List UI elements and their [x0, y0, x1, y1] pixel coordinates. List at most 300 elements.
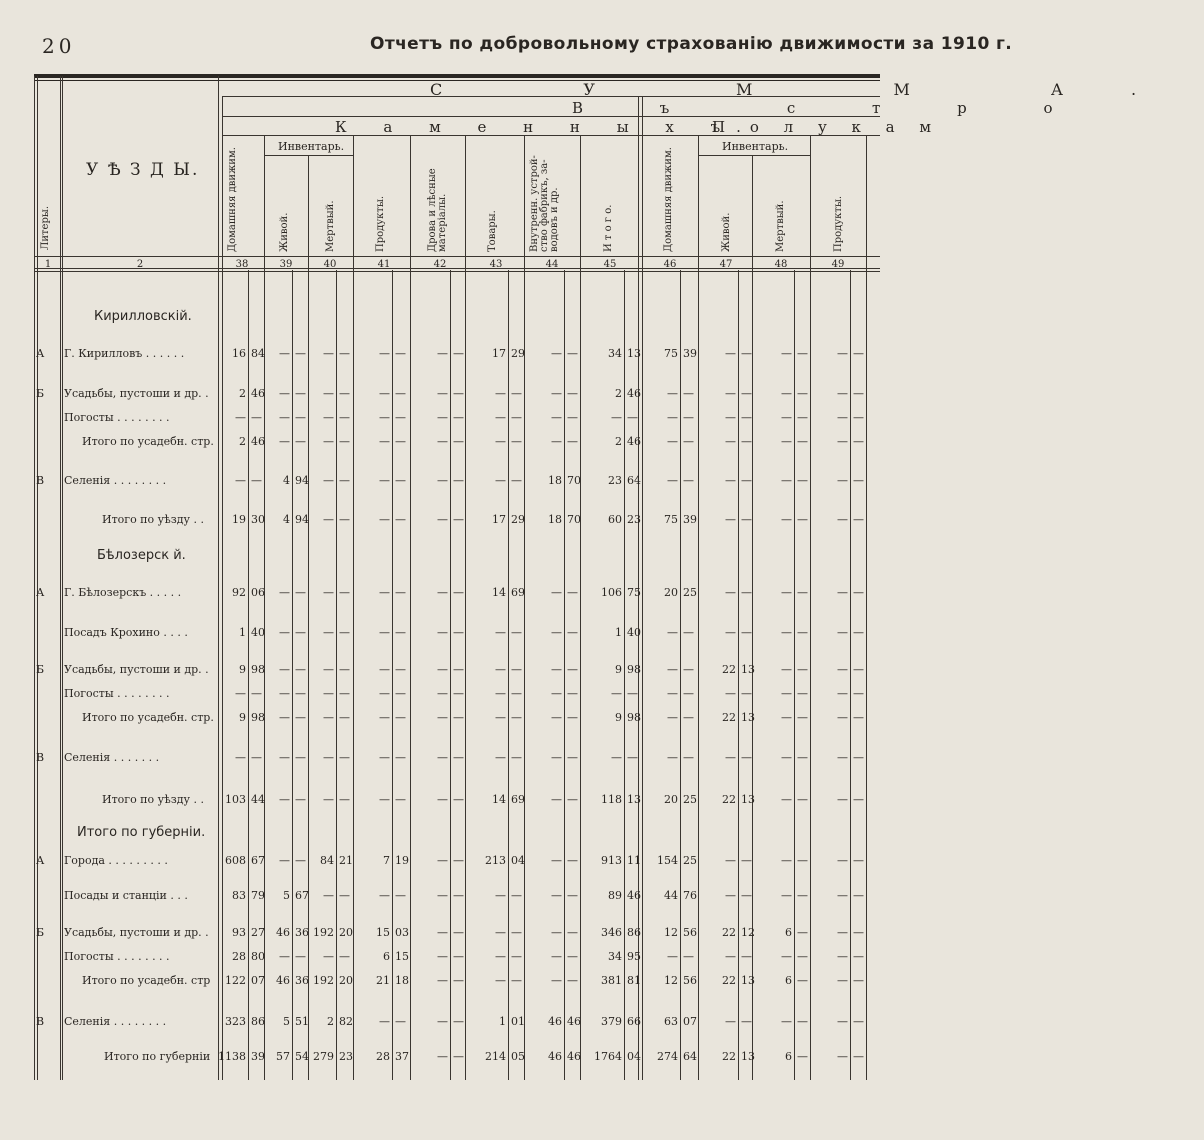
cell-rubles: — — [551, 793, 562, 806]
cell-rubles: — — [551, 711, 562, 724]
cell-kopecks: — — [295, 687, 306, 700]
cell-rubles: 34 — [608, 950, 622, 963]
cell-kopecks: — — [683, 687, 694, 700]
cell-rubles: — — [495, 711, 506, 724]
cell-kopecks: — — [453, 626, 464, 639]
cell-kopecks: 13 — [741, 793, 755, 806]
cell-kopecks: 46 — [567, 1015, 581, 1028]
cell-rubles: — — [495, 387, 506, 400]
cell-rubles: — — [837, 1015, 848, 1028]
row-label: Погосты . . . . . . . . — [64, 411, 170, 424]
cell-kopecks: 82 — [339, 1015, 353, 1028]
header-kamennykh: К а м е н н ы х ъ. — [335, 118, 757, 136]
cell-rubles: 14 — [492, 586, 506, 599]
cell-rubles: — — [667, 626, 678, 639]
cell-kopecks: — — [797, 974, 808, 987]
row-label: Селенія . . . . . . . . — [64, 1015, 167, 1028]
cell-kopecks: — — [395, 347, 406, 360]
cell-rubles: — — [781, 889, 792, 902]
row-label: Селенія . . . . . . . — [64, 751, 160, 764]
header-tovary: Товары. — [487, 210, 498, 252]
cell-rubles: — — [437, 513, 448, 526]
cell-kopecks: — — [683, 474, 694, 487]
cell-rubles: — — [437, 950, 448, 963]
cell-rubles: — — [323, 793, 334, 806]
cell-kopecks: — — [853, 626, 864, 639]
cell-kopecks: — — [683, 626, 694, 639]
cell-rubles: 379 — [601, 1015, 622, 1028]
cell-rubles: — — [323, 663, 334, 676]
cell-kopecks: — — [567, 411, 578, 424]
cell-kopecks: — — [295, 411, 306, 424]
cell-kopecks: — — [453, 347, 464, 360]
table-row — [0, 949, 880, 967]
cell-rubles: 154 — [657, 854, 678, 867]
column-number: 46 — [663, 259, 677, 270]
cell-kopecks: — — [797, 387, 808, 400]
cell-kopecks: — — [339, 687, 350, 700]
cell-kopecks: 81 — [627, 974, 641, 987]
cell-kopecks: — — [339, 950, 350, 963]
cell-rubles: 75 — [664, 513, 678, 526]
cell-rubles: — — [323, 387, 334, 400]
cell-rubles: — — [437, 586, 448, 599]
cell-rubles: — — [379, 889, 390, 902]
header-inventar-2: Инвентарь. — [722, 140, 789, 153]
table-row — [0, 386, 880, 404]
cell-rubles: — — [837, 687, 848, 700]
cell-rubles: — — [437, 435, 448, 448]
cell-rubles: — — [379, 411, 390, 424]
cell-rubles: 12 — [664, 974, 678, 987]
cell-rubles: 7 — [383, 854, 390, 867]
cell-rubles: — — [551, 586, 562, 599]
cell-kopecks: — — [295, 626, 306, 639]
cell-rubles: 34 — [608, 347, 622, 360]
cell-rubles: — — [437, 926, 448, 939]
cell-kopecks: — — [567, 347, 578, 360]
cell-kopecks: 39 — [251, 1050, 265, 1063]
cell-kopecks: — — [453, 586, 464, 599]
cell-rubles: 381 — [601, 974, 622, 987]
cell-rubles: — — [837, 950, 848, 963]
cell-kopecks: — — [853, 889, 864, 902]
cell-rubles: 6 — [785, 974, 792, 987]
row-label: Города . . . . . . . . . — [64, 854, 168, 867]
cell-rubles: — — [781, 586, 792, 599]
cell-kopecks: — — [627, 411, 638, 424]
table-row — [0, 473, 880, 491]
grid-hline — [34, 268, 880, 269]
cell-kopecks: — — [683, 435, 694, 448]
cell-rubles: 83 — [232, 889, 246, 902]
cell-kopecks: 04 — [627, 1050, 641, 1063]
cell-rubles: 9 — [615, 663, 622, 676]
cell-kopecks: 79 — [251, 889, 265, 902]
header-inventar-1: Инвентарь. — [278, 140, 345, 153]
header-polukamennykh: П о л у к а м — [712, 118, 942, 136]
cell-rubles: — — [781, 387, 792, 400]
cell-rubles: — — [495, 751, 506, 764]
cell-kopecks: 98 — [251, 711, 265, 724]
column-number: 39 — [279, 259, 293, 270]
cell-kopecks: — — [567, 889, 578, 902]
cell-kopecks: 37 — [395, 1050, 409, 1063]
cell-rubles: 23 — [608, 474, 622, 487]
cell-rubles: — — [279, 586, 290, 599]
cell-kopecks: — — [453, 387, 464, 400]
cell-rubles: 89 — [608, 889, 622, 902]
cell-kopecks: 86 — [627, 926, 641, 939]
cell-kopecks: — — [511, 974, 522, 987]
cell-kopecks: — — [511, 687, 522, 700]
cell-kopecks: — — [395, 751, 406, 764]
cell-rubles: — — [437, 1050, 448, 1063]
cell-kopecks: 51 — [295, 1015, 309, 1028]
cell-kopecks: — — [567, 586, 578, 599]
cell-rubles: 44 — [664, 889, 678, 902]
cell-rubles: 106 — [601, 586, 622, 599]
cell-kopecks: — — [797, 793, 808, 806]
row-label: Усадьбы, пустоши и др. . — [64, 663, 209, 676]
cell-kopecks: — — [853, 950, 864, 963]
cell-rubles: — — [725, 411, 736, 424]
cell-rubles: — — [437, 347, 448, 360]
cell-rubles: — — [611, 687, 622, 700]
cell-rubles: 16 — [232, 347, 246, 360]
cell-rubles: — — [551, 387, 562, 400]
cell-kopecks: — — [295, 711, 306, 724]
cell-kopecks: — — [511, 474, 522, 487]
cell-rubles: 1 — [499, 1015, 506, 1028]
cell-rubles: — — [667, 474, 678, 487]
table-row — [0, 750, 880, 768]
cell-kopecks: — — [797, 751, 808, 764]
cell-kopecks: — — [683, 751, 694, 764]
cell-kopecks: — — [797, 474, 808, 487]
cell-kopecks: — — [797, 513, 808, 526]
cell-kopecks: — — [339, 626, 350, 639]
cell-rubles: — — [725, 347, 736, 360]
cell-rubles: — — [725, 586, 736, 599]
cell-rubles: 20 — [664, 586, 678, 599]
cell-kopecks: — — [741, 347, 752, 360]
cell-kopecks: — — [453, 974, 464, 987]
cell-rubles: 346 — [601, 926, 622, 939]
cell-kopecks: — — [511, 751, 522, 764]
cell-rubles: — — [725, 751, 736, 764]
cell-kopecks: 04 — [511, 854, 525, 867]
cell-rubles: — — [279, 687, 290, 700]
header-vnutrennie: Внутренн. устрой-ство фабрикъ, за-водовъ и др. — [529, 155, 560, 252]
cell-kopecks: 70 — [567, 474, 581, 487]
table-row — [0, 410, 880, 428]
row-label: Итого по губерніи — [104, 1050, 211, 1063]
cell-rubles: — — [379, 586, 390, 599]
cell-kopecks: 98 — [251, 663, 265, 676]
cell-rubles: — — [323, 474, 334, 487]
cell-rubles: — — [323, 687, 334, 700]
cell-rubles: — — [667, 687, 678, 700]
cell-kopecks: — — [853, 474, 864, 487]
cell-kopecks: — — [853, 1050, 864, 1063]
header-produkty-2: Продукты. — [833, 195, 844, 252]
cell-kopecks: 46 — [251, 387, 265, 400]
cell-kopecks: — — [395, 1015, 406, 1028]
cell-kopecks: — — [295, 854, 306, 867]
cell-kopecks: — — [453, 751, 464, 764]
cell-rubles: — — [323, 586, 334, 599]
cell-rubles: — — [379, 626, 390, 639]
cell-kopecks: 56 — [683, 974, 697, 987]
cell-kopecks: — — [853, 663, 864, 676]
cell-kopecks: — — [853, 435, 864, 448]
row-label: Итого по усадебн. стр — [82, 974, 211, 987]
cell-rubles: — — [725, 950, 736, 963]
cell-kopecks: — — [853, 854, 864, 867]
cell-kopecks: — — [395, 411, 406, 424]
cell-kopecks: — — [295, 793, 306, 806]
cell-rubles: 18 — [548, 513, 562, 526]
cell-kopecks: — — [395, 586, 406, 599]
cell-rubles: — — [781, 513, 792, 526]
cell-kopecks: — — [853, 1015, 864, 1028]
cell-rubles: — — [495, 950, 506, 963]
cell-kopecks: — — [853, 687, 864, 700]
cell-kopecks: 20 — [339, 974, 353, 987]
cell-kopecks: — — [251, 411, 262, 424]
cell-kopecks: — — [511, 663, 522, 676]
cell-kopecks: — — [511, 711, 522, 724]
cell-rubles: — — [379, 387, 390, 400]
cell-rubles: — — [437, 854, 448, 867]
cell-rubles: — — [495, 474, 506, 487]
cell-rubles: — — [725, 687, 736, 700]
cell-kopecks: — — [567, 926, 578, 939]
cell-rubles: — — [437, 626, 448, 639]
cell-kopecks: 23 — [627, 513, 641, 526]
cell-kopecks: 86 — [251, 1015, 265, 1028]
table-row — [0, 973, 880, 991]
cell-kopecks: — — [853, 586, 864, 599]
row-label: Усадьбы, пустоши и др. . — [64, 926, 209, 939]
cell-rubles: — — [837, 586, 848, 599]
cell-kopecks: — — [853, 411, 864, 424]
table-row — [0, 1014, 880, 1032]
table-row — [0, 434, 880, 452]
cell-rubles: 2 — [239, 387, 246, 400]
cell-kopecks: — — [511, 950, 522, 963]
cell-rubles: — — [837, 411, 848, 424]
cell-kopecks: 76 — [683, 889, 697, 902]
cell-rubles: — — [495, 926, 506, 939]
cell-rubles: 60 — [608, 513, 622, 526]
cell-rubles: — — [323, 889, 334, 902]
cell-rubles: — — [495, 663, 506, 676]
cell-kopecks: — — [853, 793, 864, 806]
cell-kopecks: — — [567, 854, 578, 867]
table-row — [0, 625, 880, 643]
cell-rubles: — — [837, 435, 848, 448]
row-letter: В — [36, 474, 45, 487]
cell-rubles: — — [495, 411, 506, 424]
cell-kopecks: 69 — [511, 793, 525, 806]
cell-rubles: — — [837, 974, 848, 987]
cell-kopecks: — — [797, 347, 808, 360]
cell-rubles: 75 — [664, 347, 678, 360]
cell-rubles: — — [235, 687, 246, 700]
cell-rubles: 274 — [657, 1050, 678, 1063]
cell-kopecks: — — [339, 889, 350, 902]
cell-kopecks: — — [567, 687, 578, 700]
cell-kopecks: — — [797, 586, 808, 599]
header-mertvyy-2: Мертвый. — [775, 200, 786, 252]
table-row — [0, 792, 880, 810]
cell-rubles: 17 — [492, 513, 506, 526]
cell-kopecks: — — [453, 411, 464, 424]
cell-rubles: — — [667, 663, 678, 676]
cell-kopecks: 46 — [627, 387, 641, 400]
column-number: 2 — [136, 259, 144, 270]
cell-kopecks: 15 — [395, 950, 409, 963]
cell-kopecks: — — [339, 586, 350, 599]
cell-rubles: — — [725, 435, 736, 448]
cell-kopecks: 13 — [627, 793, 641, 806]
cell-rubles: 22 — [722, 793, 736, 806]
cell-kopecks: 25 — [683, 586, 697, 599]
cell-rubles: — — [279, 387, 290, 400]
cell-rubles: — — [551, 626, 562, 639]
cell-rubles: — — [323, 411, 334, 424]
cell-kopecks: — — [797, 950, 808, 963]
cell-kopecks: 25 — [683, 854, 697, 867]
cell-rubles: — — [725, 513, 736, 526]
cell-rubles: — — [437, 411, 448, 424]
cell-rubles: — — [551, 974, 562, 987]
cell-rubles: 28 — [232, 950, 246, 963]
cell-kopecks: — — [295, 435, 306, 448]
column-number: 49 — [831, 259, 845, 270]
cell-rubles: 9 — [615, 711, 622, 724]
cell-kopecks: — — [797, 663, 808, 676]
cell-kopecks: 94 — [295, 513, 309, 526]
cell-kopecks: — — [339, 435, 350, 448]
cell-rubles: — — [781, 854, 792, 867]
cell-kopecks: — — [395, 626, 406, 639]
cell-rubles: 28 — [376, 1050, 390, 1063]
cell-kopecks: — — [853, 751, 864, 764]
cell-kopecks: 20 — [339, 926, 353, 939]
header-itogo: И т о г о. — [603, 204, 614, 252]
cell-kopecks: — — [741, 435, 752, 448]
cell-kopecks: — — [453, 513, 464, 526]
table-row — [0, 1049, 880, 1067]
cell-kopecks: — — [339, 387, 350, 400]
cell-kopecks: — — [741, 586, 752, 599]
cell-kopecks: — — [741, 889, 752, 902]
cell-kopecks: — — [853, 513, 864, 526]
cell-kopecks: 06 — [251, 586, 265, 599]
cell-rubles: — — [837, 793, 848, 806]
cell-rubles: — — [551, 435, 562, 448]
cell-rubles: 192 — [313, 974, 334, 987]
cell-kopecks: — — [797, 411, 808, 424]
cell-rubles: — — [495, 687, 506, 700]
cell-kopecks: 11 — [627, 854, 641, 867]
cell-kopecks: 36 — [295, 974, 309, 987]
cell-kopecks: — — [511, 626, 522, 639]
cell-rubles: — — [379, 435, 390, 448]
cell-kopecks: — — [395, 711, 406, 724]
cell-kopecks: — — [453, 1050, 464, 1063]
cell-rubles: — — [781, 1015, 792, 1028]
cell-rubles: — — [611, 411, 622, 424]
cell-rubles: 323 — [225, 1015, 246, 1028]
cell-kopecks: — — [395, 435, 406, 448]
row-letter: Б — [36, 663, 45, 676]
cell-kopecks: — — [453, 687, 464, 700]
cell-rubles: — — [781, 793, 792, 806]
cell-rubles: — — [551, 347, 562, 360]
cell-kopecks: — — [683, 387, 694, 400]
cell-kopecks: — — [295, 347, 306, 360]
cell-rubles: — — [837, 854, 848, 867]
cell-kopecks: — — [395, 387, 406, 400]
page-number: 20 — [42, 34, 76, 58]
column-number: 44 — [545, 259, 559, 270]
cell-kopecks: 46 — [251, 435, 265, 448]
cell-kopecks: — — [683, 411, 694, 424]
cell-kopecks: — — [395, 474, 406, 487]
cell-kopecks: — — [295, 663, 306, 676]
cell-kopecks: — — [251, 474, 262, 487]
cell-rubles: — — [837, 889, 848, 902]
cell-rubles: — — [551, 926, 562, 939]
section-belozerskiy: Бѣлозерск й. — [97, 548, 186, 563]
column-number: 1 — [44, 259, 52, 270]
cell-rubles: 5 — [283, 889, 290, 902]
cell-rubles: — — [551, 751, 562, 764]
header-letters: Литеры. — [40, 206, 51, 250]
cell-rubles: — — [551, 950, 562, 963]
cell-kopecks: 44 — [251, 793, 265, 806]
cell-rubles: — — [379, 751, 390, 764]
cell-rubles: 84 — [320, 854, 334, 867]
cell-kopecks: — — [339, 411, 350, 424]
column-number: 42 — [433, 259, 447, 270]
cell-kopecks: 23 — [339, 1050, 353, 1063]
cell-rubles: — — [323, 950, 334, 963]
row-label: Посадъ Крохино . . . . — [64, 626, 188, 639]
cell-kopecks: 05 — [511, 1050, 525, 1063]
cell-kopecks: — — [797, 889, 808, 902]
cell-rubles: — — [279, 663, 290, 676]
header-domashnyaya-2: Домашняя движим. — [663, 147, 674, 252]
row-label: Г. Бѣлозерскъ . . . . . — [64, 586, 182, 599]
cell-rubles: — — [611, 751, 622, 764]
cell-rubles: — — [323, 711, 334, 724]
cell-rubles: 92 — [232, 586, 246, 599]
cell-rubles: — — [551, 854, 562, 867]
cell-kopecks: — — [853, 711, 864, 724]
header-produkty-1: Продукты. — [375, 195, 386, 252]
cell-kopecks: — — [511, 387, 522, 400]
cell-kopecks: — — [741, 854, 752, 867]
cell-rubles: — — [551, 687, 562, 700]
cell-kopecks: 70 — [567, 513, 581, 526]
cell-rubles: — — [437, 889, 448, 902]
page-title: Отчетъ по добровольному страхованію движимости за 1910 г. — [370, 34, 1013, 54]
